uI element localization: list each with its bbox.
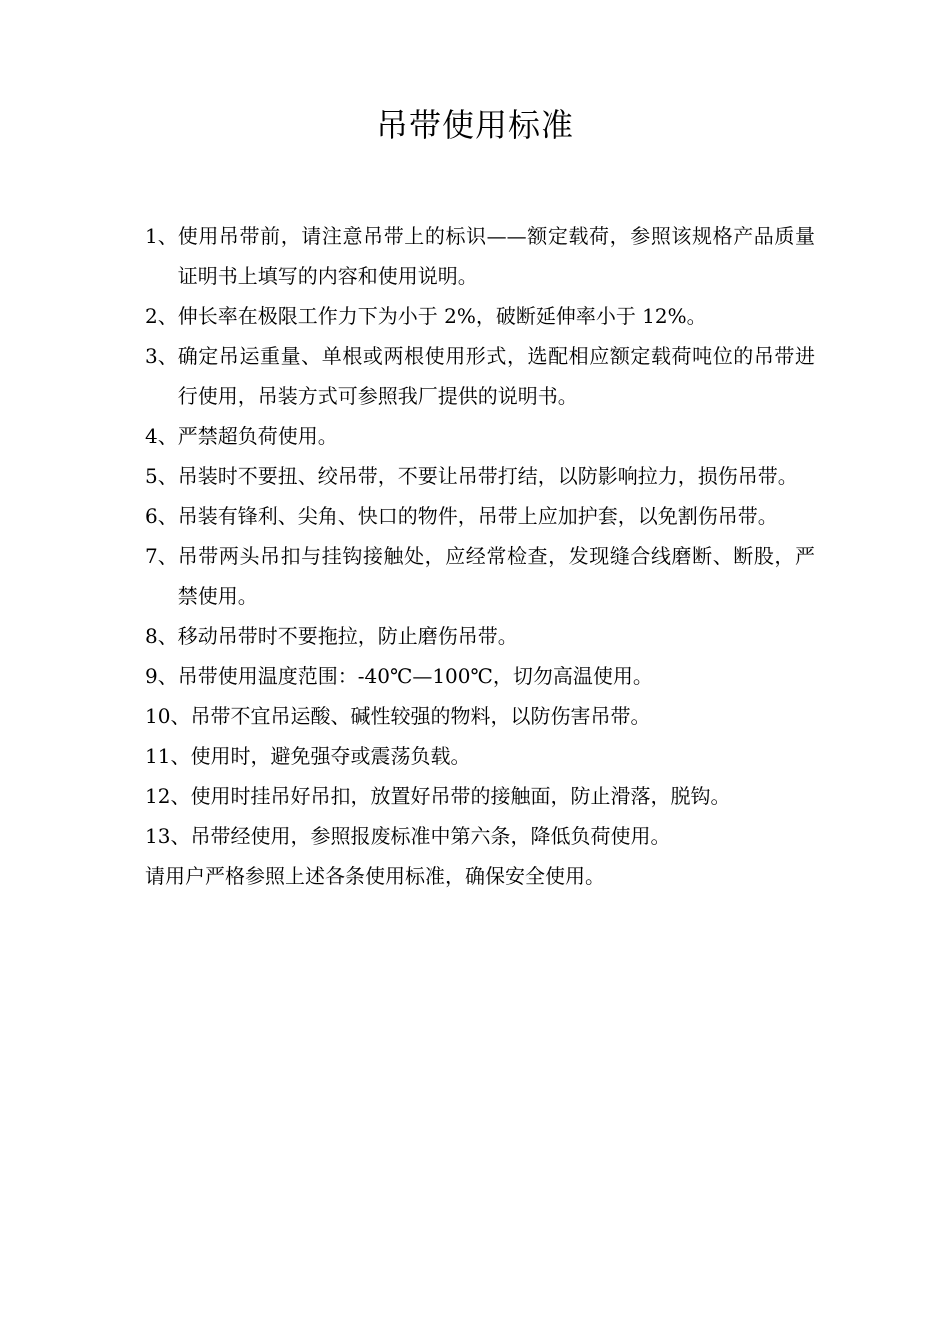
document-title: 吊带使用标准 xyxy=(375,106,574,144)
item-text: 吊带不宜吊运酸、碱性较强的物料，以防伤害吊带。 xyxy=(190,704,651,728)
list-item xyxy=(145,216,815,296)
item-number: 7、 xyxy=(145,544,178,568)
item-text: 吊带两头吊扣与挂钩接触处，应经常检查，发现缝合线磨断、断股，严禁使用。 xyxy=(177,544,815,608)
list-item xyxy=(145,776,815,816)
item-number: 10、 xyxy=(145,704,191,728)
list-item xyxy=(145,496,815,536)
item-number: 6、 xyxy=(145,504,178,528)
item-text: 使用时，避免强夺或震荡负载。 xyxy=(190,744,471,768)
item-number: 2、 xyxy=(145,304,178,328)
list-item xyxy=(145,416,815,456)
item-number: 5、 xyxy=(145,464,178,488)
list-item xyxy=(145,296,815,336)
item-text: 使用吊带前，请注意吊带上的标识——额定载荷，参照该规格产品质量证明书上填写的内容和使用说明。 xyxy=(177,224,815,288)
item-text: 吊装有锋利、尖角、快口的物件，吊带上应加护套，以免割伤吊带。 xyxy=(177,504,778,528)
item-number: 8、 xyxy=(145,624,178,648)
list-item xyxy=(145,656,815,696)
item-number: 1、 xyxy=(145,224,178,248)
list-item xyxy=(145,536,815,616)
item-text: 吊装时不要扭、绞吊带，不要让吊带打结，以防影响拉力，损伤吊带。 xyxy=(177,464,798,488)
list-item xyxy=(145,616,815,656)
item-number: 4、 xyxy=(145,424,178,448)
item-number: 9、 xyxy=(145,664,178,688)
list-item xyxy=(145,456,815,496)
item-number: 13、 xyxy=(145,824,191,848)
item-text: 使用时挂吊好吊扣，放置好吊带的接触面，防止滑落，脱钩。 xyxy=(190,784,731,808)
item-text: 严禁超负荷使用。 xyxy=(177,424,338,448)
list-item xyxy=(145,816,815,856)
item-number: 3、 xyxy=(145,344,178,368)
item-text: 移动吊带时不要拖拉，防止磨伤吊带。 xyxy=(177,624,518,648)
list-item xyxy=(145,336,815,416)
list-item xyxy=(145,696,815,736)
standards-list xyxy=(145,216,815,896)
item-number: 12、 xyxy=(145,784,191,808)
item-number: 11、 xyxy=(145,744,191,768)
item-text: 确定吊运重量、单根或两根使用形式，选配相应额定载荷吨位的吊带进行使用，吊装方式可参照我厂提供的说明书。 xyxy=(177,344,815,408)
item-text: 吊带使用温度范围：-40℃—100℃，切勿高温使用。 xyxy=(177,664,653,688)
item-text: 伸长率在极限工作力下为小于 2%，破断延伸率小于 12%。 xyxy=(177,304,707,328)
list-item xyxy=(145,736,815,776)
closing-statement: 请用户严格参照上述各条使用标准，确保安全使用。 xyxy=(145,864,605,888)
item-text: 吊带经使用，参照报废标准中第六条，降低负荷使用。 xyxy=(190,824,671,848)
